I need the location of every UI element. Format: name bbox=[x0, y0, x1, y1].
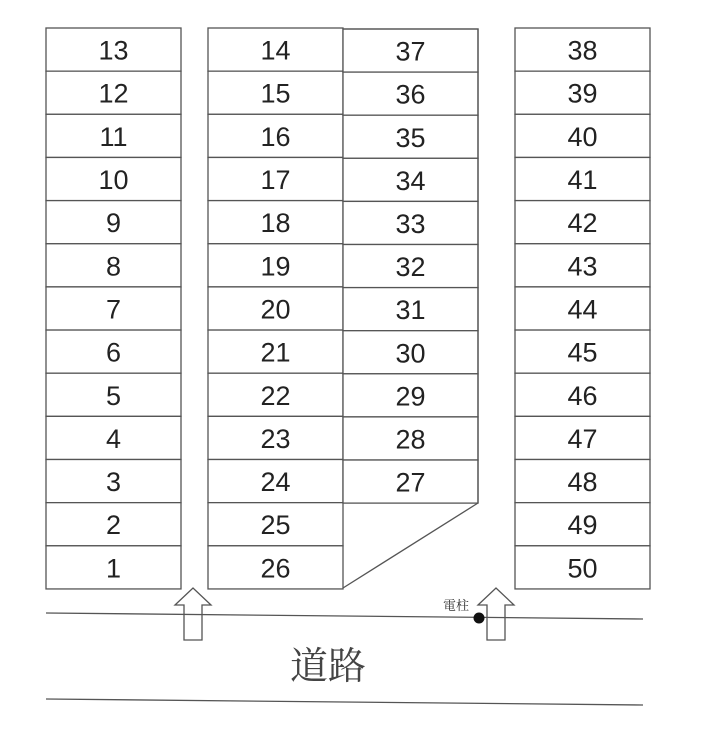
parking-space-number: 19 bbox=[260, 251, 291, 282]
parking-space-6 bbox=[46, 330, 181, 373]
parking-space-20 bbox=[208, 287, 343, 330]
parking-space-22 bbox=[208, 373, 343, 416]
parking-space-2 bbox=[46, 503, 181, 546]
parking-space-number: 32 bbox=[395, 252, 426, 283]
parking-space-45 bbox=[515, 330, 650, 373]
diagonal-boundary-line bbox=[343, 503, 478, 588]
parking-space-number: 28 bbox=[395, 424, 426, 455]
parking-space-14 bbox=[208, 28, 343, 71]
parking-space-number: 25 bbox=[260, 510, 291, 541]
parking-space-number: 39 bbox=[567, 78, 598, 109]
road-edge-top bbox=[46, 613, 643, 619]
parking-space-30 bbox=[343, 331, 478, 374]
parking-space-29 bbox=[343, 374, 478, 417]
parking-space-1 bbox=[46, 546, 181, 589]
parking-space-number: 22 bbox=[260, 380, 291, 411]
parking-space-number: 35 bbox=[395, 122, 426, 153]
parking-space-number: 4 bbox=[105, 423, 122, 454]
parking-space-36 bbox=[343, 72, 478, 115]
parking-space-49 bbox=[515, 503, 650, 546]
parking-space-number: 16 bbox=[260, 121, 291, 152]
parking-space-number: 2 bbox=[105, 510, 122, 541]
parking-space-25 bbox=[208, 503, 343, 546]
parking-space-42 bbox=[515, 201, 650, 244]
parking-space-number: 46 bbox=[567, 380, 598, 411]
parking-space-40 bbox=[515, 114, 650, 157]
road-label: 道路 bbox=[289, 644, 367, 688]
parking-space-43 bbox=[515, 244, 650, 287]
parking-space-8 bbox=[46, 244, 181, 287]
parking-space-number: 5 bbox=[105, 380, 122, 411]
parking-space-number: 42 bbox=[567, 208, 598, 239]
parking-space-27 bbox=[343, 460, 478, 503]
parking-space-number: 20 bbox=[260, 294, 291, 325]
parking-space-16 bbox=[208, 114, 343, 157]
parking-space-number: 6 bbox=[105, 337, 122, 368]
parking-space-4 bbox=[46, 416, 181, 459]
road-edge-bottom bbox=[46, 699, 643, 705]
parking-space-18 bbox=[208, 201, 343, 244]
parking-space-number: 18 bbox=[260, 208, 291, 239]
parking-space-number: 43 bbox=[567, 251, 598, 282]
parking-space-number: 23 bbox=[260, 423, 291, 454]
parking-space-33 bbox=[343, 201, 478, 244]
parking-space-number: 48 bbox=[567, 467, 598, 498]
parking-space-number: 7 bbox=[105, 294, 122, 325]
parking-space-48 bbox=[515, 460, 650, 503]
parking-space-number: 44 bbox=[567, 294, 598, 325]
parking-space-number: 13 bbox=[98, 35, 129, 66]
parking-space-number: 26 bbox=[260, 553, 291, 584]
parking-space-number: 49 bbox=[567, 510, 598, 541]
parking-space-number: 47 bbox=[567, 423, 598, 454]
parking-space-number: 14 bbox=[260, 35, 291, 66]
parking-space-23 bbox=[208, 416, 343, 459]
parking-space-number: 3 bbox=[105, 467, 122, 498]
parking-space-number: 30 bbox=[395, 338, 426, 369]
parking-space-31 bbox=[343, 288, 478, 331]
parking-space-17 bbox=[208, 157, 343, 200]
parking-space-number: 10 bbox=[98, 165, 129, 196]
parking-space-15 bbox=[208, 71, 343, 114]
parking-space-39 bbox=[515, 71, 650, 114]
parking-space-number: 11 bbox=[99, 121, 128, 152]
parking-space-10 bbox=[46, 157, 181, 200]
parking-space-24 bbox=[208, 460, 343, 503]
parking-space-38 bbox=[515, 28, 650, 71]
parking-space-number: 27 bbox=[395, 467, 426, 498]
utility-pole-icon bbox=[474, 613, 485, 624]
parking-space-46 bbox=[515, 373, 650, 416]
parking-space-number: 41 bbox=[567, 165, 598, 196]
parking-space-number: 17 bbox=[260, 165, 291, 196]
parking-space-number: 24 bbox=[260, 467, 291, 498]
parking-space-19 bbox=[208, 244, 343, 287]
parking-space-number: 9 bbox=[105, 208, 122, 239]
parking-space-number: 45 bbox=[567, 337, 598, 368]
parking-space-32 bbox=[343, 245, 478, 288]
parking-space-number: 8 bbox=[105, 251, 122, 282]
parking-space-number: 36 bbox=[395, 79, 426, 110]
parking-space-number: 21 bbox=[260, 337, 291, 368]
parking-space-number: 38 bbox=[567, 35, 598, 66]
parking-space-number: 12 bbox=[98, 78, 129, 109]
parking-space-7 bbox=[46, 287, 181, 330]
parking-space-37 bbox=[343, 29, 478, 72]
parking-space-34 bbox=[343, 158, 478, 201]
pole-label: 電柱 bbox=[442, 599, 470, 614]
parking-space-44 bbox=[515, 287, 650, 330]
parking-space-13 bbox=[46, 28, 181, 71]
parking-space-number: 34 bbox=[395, 165, 426, 196]
parking-space-number: 40 bbox=[567, 121, 598, 152]
parking-space-number: 50 bbox=[567, 553, 598, 584]
parking-space-35 bbox=[343, 115, 478, 158]
parking-space-41 bbox=[515, 157, 650, 200]
parking-space-number: 33 bbox=[395, 208, 426, 239]
parking-space-21 bbox=[208, 330, 343, 373]
parking-space-11 bbox=[46, 114, 181, 157]
parking-space-number: 37 bbox=[395, 36, 426, 67]
parking-space-28 bbox=[343, 417, 478, 460]
parking-space-number: 31 bbox=[395, 295, 426, 326]
parking-spaces bbox=[46, 28, 650, 589]
parking-space-number: 29 bbox=[395, 381, 426, 412]
parking-space-5 bbox=[46, 373, 181, 416]
parking-space-47 bbox=[515, 416, 650, 459]
entrance-arrow-right bbox=[478, 588, 514, 640]
parking-space-number: 1 bbox=[105, 553, 122, 584]
parking-space-50 bbox=[515, 546, 650, 589]
parking-space-number: 15 bbox=[260, 78, 291, 109]
parking-space-3 bbox=[46, 460, 181, 503]
parking-space-9 bbox=[46, 201, 181, 244]
parking-space-26 bbox=[208, 546, 343, 589]
parking-space-12 bbox=[46, 71, 181, 114]
